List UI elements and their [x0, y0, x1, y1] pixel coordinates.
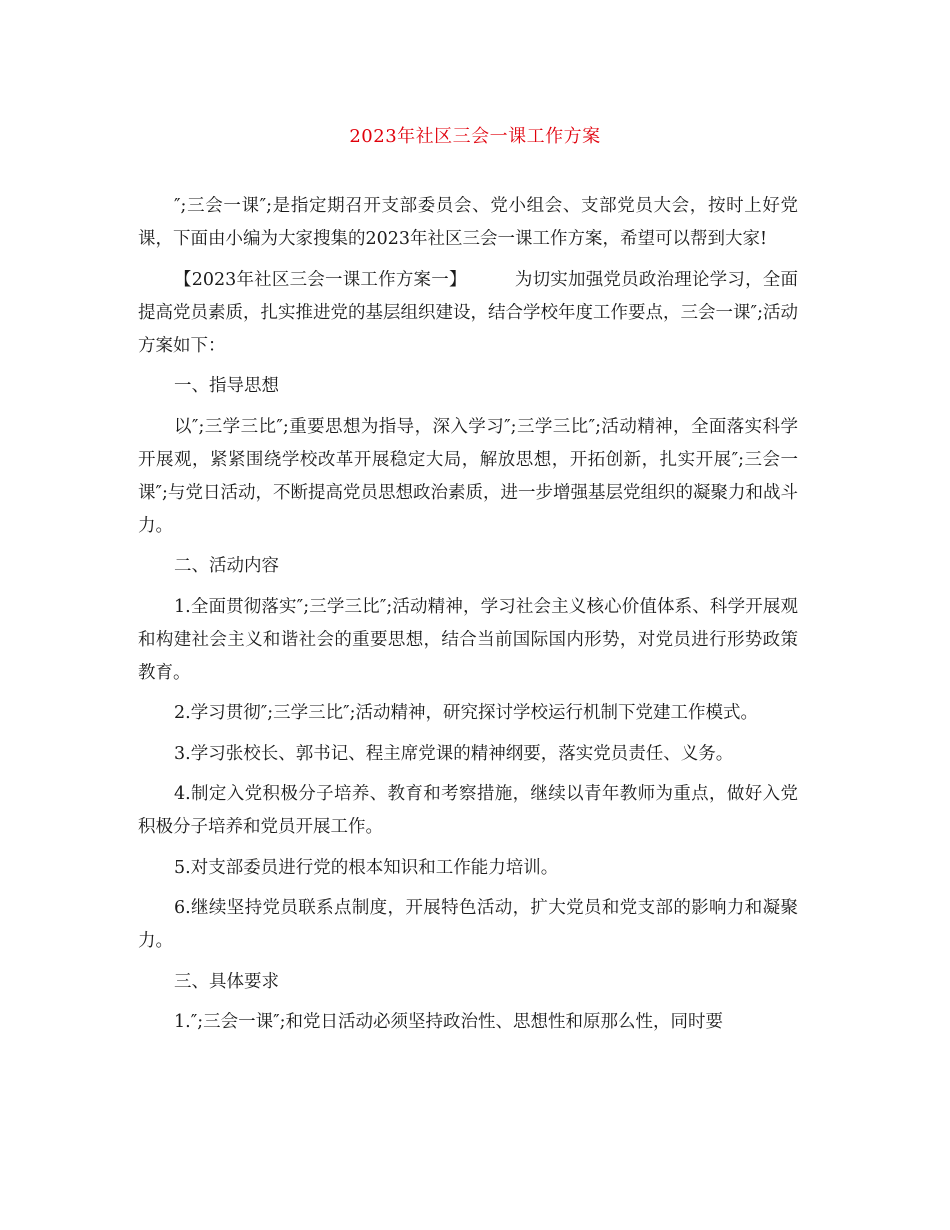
document-body	[138, 190, 798, 1047]
content-item: 6.继续坚持党员联系点制度，开展特色活动，扩大党员和党支部的影响力和凝聚力。	[138, 898, 798, 951]
section-one-heading: 【2023年社区三会一课工作方案一】	[174, 269, 467, 290]
content-item: 3.学习张校长、郭书记、程主席党课的精神纲要，落实党员责任、义务。	[174, 743, 734, 764]
section-one-text: 为切实加强党员政治理论学习，全面提高党员素质，扎实推进党的基层组织建设，结合学校年度工作要点，三会一课″;活动方案如下：	[138, 269, 799, 356]
section-one-paragraph	[138, 264, 798, 363]
content-item: 2.学习贯彻″;三学三比″;活动精神，研究探讨学校运行机制下党建工作模式。	[174, 703, 759, 723]
requirements-item: 1.″;三会一课″;和党日活动必须坚持政治性、思想性和原那么性，同时要	[174, 1012, 724, 1032]
content-heading: 二、活动内容	[174, 556, 279, 576]
guiding-paragraph: 以″;三学三比″;重要思想为指导，深入学习″;三学三比″;活动精神，全面落实科学开展观，紧紧围绕学校改革开展稳定大局，解放思想，开拓创新，扎实开展″;三会一课″;与党日活动，不断提高党员思想政治素质，进一步增强基层党组织的凝聚力和战斗力。	[138, 416, 798, 536]
intro-paragraph: ″;三会一课″;是指定期召开支部委员会、党小组会、支部党员大会，按时上好党课，下面由小编为大家搜集的2023年社区三会一课工作方案，希望可以帮到大家!	[138, 196, 798, 249]
requirements-heading: 三、具体要求	[174, 971, 279, 992]
content-item: 5.对支部委员进行党的根本知识和工作能力培训。	[174, 857, 559, 878]
guiding-heading: 一、指导思想	[174, 376, 279, 396]
content-item: 4.制定入党积极分子培养、教育和考察措施，继续以青年教师为重点，做好入党积极分子培养和党员开展工作。	[138, 784, 798, 837]
content-item: 1.全面贯彻落实″;三学三比″;活动精神，学习社会主义核心价值体系、科学开展观和构建社会主义和谐社会的重要思想，结合当前国际国内形势，对党员进行形势政策教育。	[138, 596, 798, 683]
document-title: 2023年社区三会一课工作方案	[349, 126, 601, 147]
